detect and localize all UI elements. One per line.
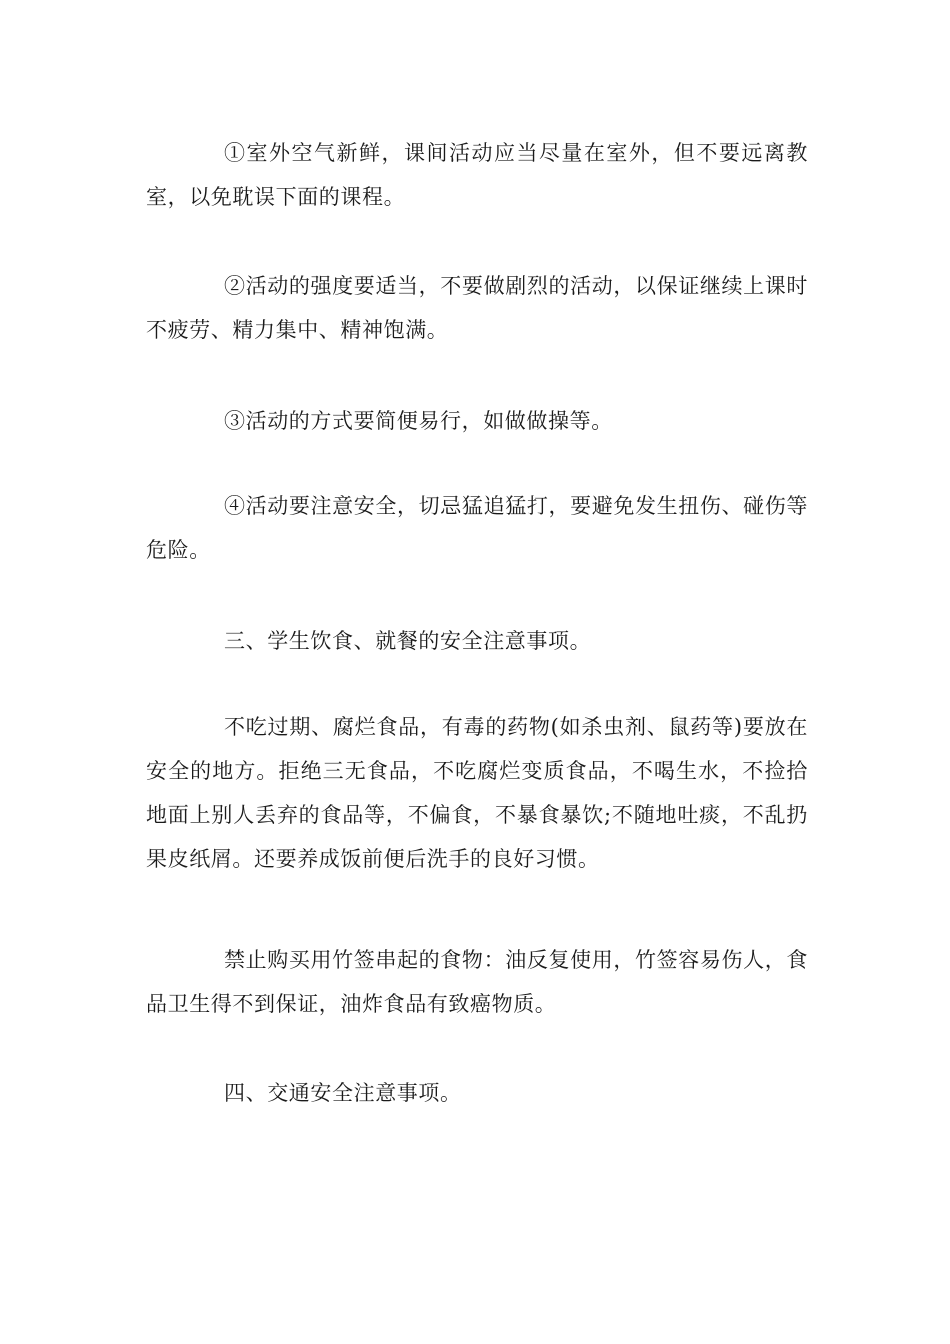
section-heading-food-safety: 三、学生饮食、就餐的安全注意事项。	[224, 629, 592, 653]
paragraph-activity-method: ③活动的方式要简便易行，如做做操等。	[224, 409, 613, 433]
section-heading-traffic-safety: 四、交通安全注意事项。	[224, 1081, 462, 1105]
paragraph-food-rules: 不吃过期、腐烂食品，有毒的药物(如杀虫剂、鼠药等)要放在安全的地方。拒绝三无食品，不吃腐烂变质食品，不喝生水，不捡拾地面上别人丢弃的食品等，不偏食，不暴食暴饮;不随地吐痰，不乱扔果皮纸屑。还要养成饭前便后洗手的良好习惯。	[146, 715, 808, 871]
paragraph-activity-safety: ④活动要注意安全，切忌猛追猛打，要避免发生扭伤、碰伤等危险。	[146, 494, 808, 562]
paragraph-activity-outdoor: ①室外空气新鲜，课间活动应当尽量在室外，但不要远离教室，以免耽误下面的课程。	[146, 141, 808, 209]
paragraph-skewer-food: 禁止购买用竹签串起的食物：油反复使用，竹签容易伤人，食品卫生得不到保证，油炸食品有致癌物质。	[146, 948, 808, 1016]
paragraph-activity-intensity: ②活动的强度要适当，不要做剧烈的活动，以保证继续上课时不疲劳、精力集中、精神饱满。	[146, 274, 808, 342]
